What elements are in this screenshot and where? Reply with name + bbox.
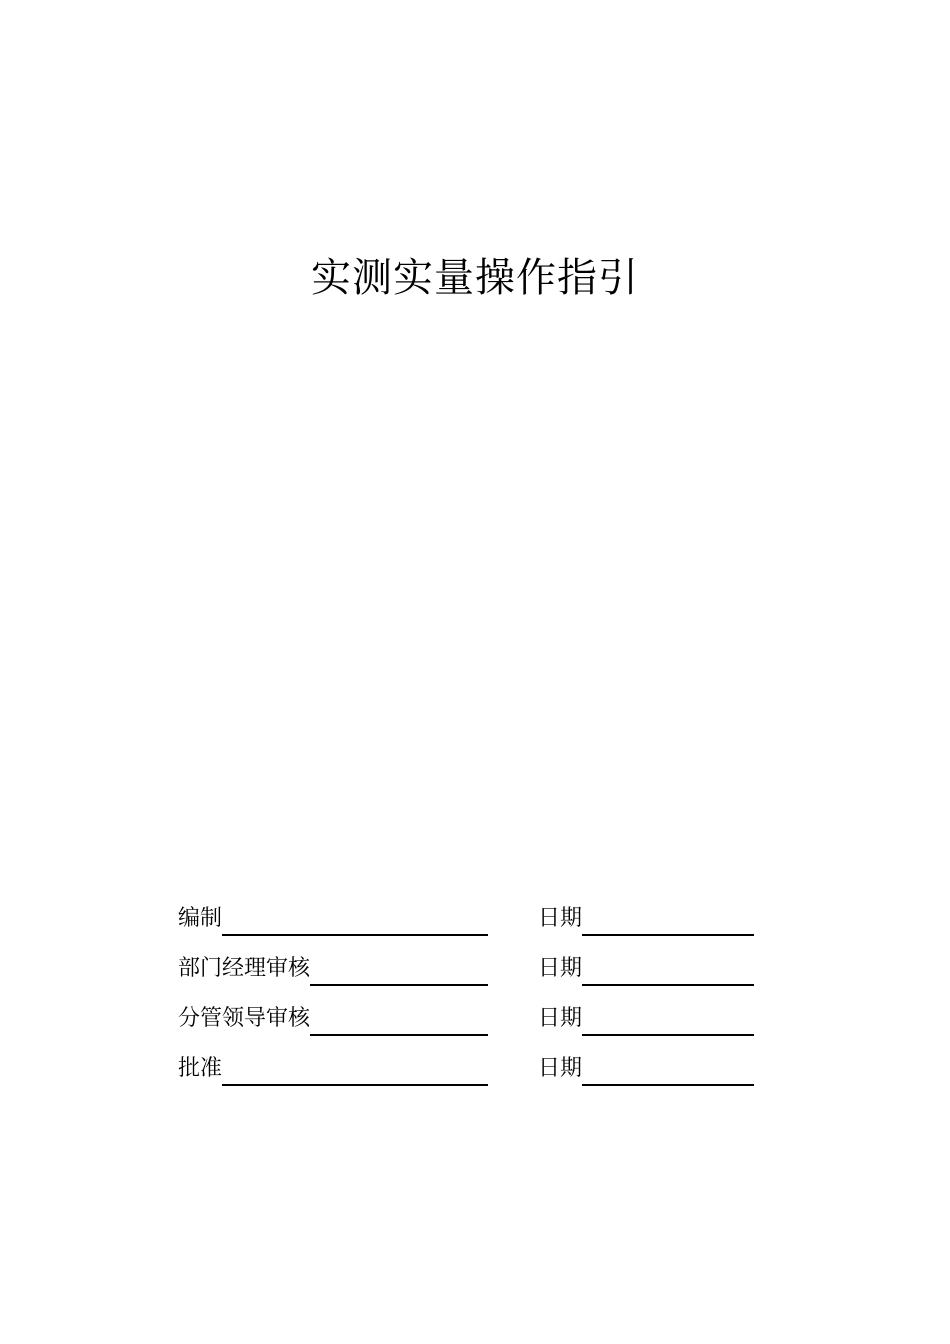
signature-label: 编制 <box>178 906 223 931</box>
signature-row-supervising-leader <box>178 998 758 1048</box>
signature-line[interactable] <box>310 1034 488 1036</box>
date-field <box>538 898 754 936</box>
date-line[interactable] <box>582 934 754 936</box>
date-field <box>538 948 754 986</box>
date-line[interactable] <box>582 1034 754 1036</box>
date-line[interactable] <box>582 1084 754 1086</box>
date-line[interactable] <box>582 984 754 986</box>
signature-line[interactable] <box>222 934 488 936</box>
date-label: 日期 <box>538 1006 583 1031</box>
signature-label: 分管领导审核 <box>178 1006 311 1031</box>
date-label: 日期 <box>538 906 583 931</box>
signature-field <box>178 998 488 1036</box>
signature-row-dept-manager <box>178 948 758 998</box>
date-field <box>538 1048 754 1086</box>
signature-block <box>178 898 758 1098</box>
signature-field <box>178 948 488 986</box>
date-label: 日期 <box>538 1056 583 1081</box>
date-field <box>538 998 754 1036</box>
document-title: 实测实量操作指引 <box>311 255 639 301</box>
signature-label: 批准 <box>178 1056 223 1081</box>
signature-field <box>178 898 488 936</box>
signature-row-approve <box>178 1048 758 1098</box>
signature-field <box>178 1048 488 1086</box>
date-label: 日期 <box>538 956 583 981</box>
signature-line[interactable] <box>310 984 488 986</box>
signature-row-compile <box>178 898 758 948</box>
signature-label: 部门经理审核 <box>178 956 311 981</box>
signature-line[interactable] <box>222 1084 488 1086</box>
